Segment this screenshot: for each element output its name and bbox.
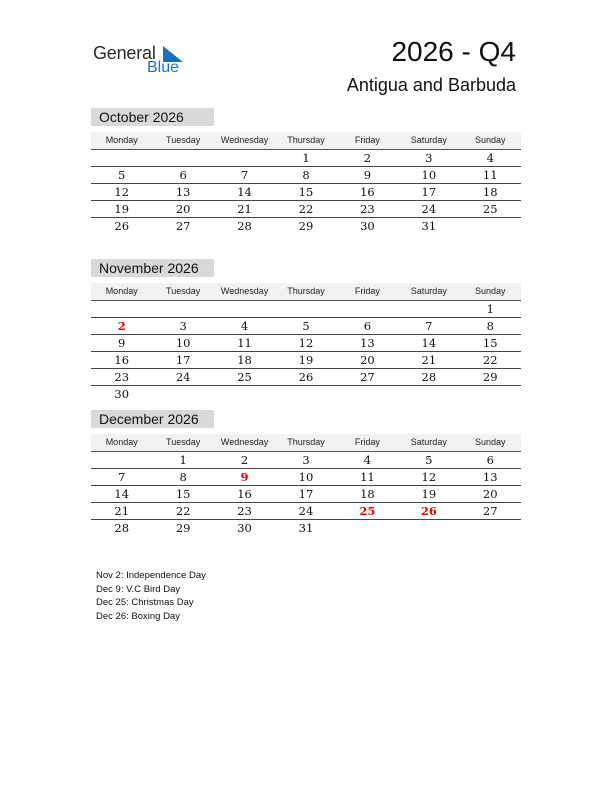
empty-day-cell [398, 301, 459, 317]
day-cell: 29 [175, 521, 191, 535]
day-cell: 21 [237, 202, 252, 216]
day-cell: 23 [114, 370, 130, 384]
day-cell: 12 [298, 336, 314, 350]
week-row [91, 369, 521, 386]
day-cell: 21 [114, 504, 130, 518]
weekday-header: Saturday [410, 135, 447, 145]
weekday-header-row [91, 434, 521, 452]
holiday-day-cell: 25 [359, 504, 376, 518]
day-cell: 20 [175, 202, 191, 216]
day-cell: 28 [114, 521, 130, 535]
week-row [91, 218, 521, 234]
month-label: November 2026 [91, 259, 214, 277]
day-cell: 18 [360, 487, 375, 501]
day-cell: 31 [298, 521, 314, 535]
holiday-note: Dec 26: Boxing Day [96, 610, 180, 622]
day-cell: 15 [482, 336, 498, 350]
empty-day-cell [275, 386, 336, 402]
empty-day-cell [398, 386, 459, 402]
month-november [91, 259, 521, 402]
day-cell: 8 [179, 470, 187, 484]
day-cell: 15 [175, 487, 191, 501]
day-cell: 14 [237, 185, 252, 199]
day-cell: 1 [179, 453, 187, 467]
holiday-note: Dec 9: V.C Bird Day [96, 583, 181, 595]
day-cell: 3 [425, 151, 433, 165]
day-cell: 8 [486, 319, 494, 333]
day-cell: 16 [237, 487, 252, 501]
week-row [91, 386, 521, 402]
weekday-header: Monday [105, 437, 138, 447]
month-december [91, 410, 521, 536]
day-cell: 11 [482, 168, 498, 182]
day-cell: 7 [118, 470, 126, 484]
day-cell: 20 [482, 487, 498, 501]
week-row [91, 184, 521, 201]
week-row [91, 520, 521, 536]
week-row [91, 167, 521, 184]
empty-day-cell [460, 218, 521, 234]
logo-word-blue: Blue [147, 59, 180, 76]
weekday-header: Friday [354, 135, 380, 145]
day-cell: 19 [298, 353, 314, 367]
day-cell: 10 [175, 336, 191, 350]
day-cell: 26 [298, 370, 314, 384]
holiday-notes [96, 569, 206, 623]
empty-day-cell [275, 301, 336, 317]
holiday-day-cell: 9 [240, 470, 249, 484]
weekday-header: Tuesday [166, 437, 201, 447]
weekday-header: Sunday [474, 135, 506, 145]
day-cell: 13 [360, 336, 375, 350]
weekday-header: Wednesday [220, 135, 269, 145]
day-cell: 11 [237, 336, 252, 350]
holiday-day-cell: 26 [420, 504, 437, 518]
week-row [91, 318, 521, 335]
day-cell: 15 [298, 185, 314, 199]
empty-day-cell [337, 301, 398, 317]
day-cell: 27 [360, 370, 375, 384]
empty-day-cell [460, 386, 521, 402]
day-cell: 30 [237, 521, 252, 535]
day-cell: 11 [360, 470, 375, 484]
day-cell: 21 [421, 353, 437, 367]
weekday-header-row [91, 132, 521, 150]
day-cell: 9 [118, 336, 126, 350]
day-cell: 19 [114, 202, 130, 216]
month-label: October 2026 [91, 108, 214, 126]
day-cell: 22 [175, 504, 191, 518]
day-cell: 8 [302, 168, 310, 182]
country-name: Antigua and Barbuda [346, 75, 516, 95]
week-row [91, 503, 521, 520]
empty-day-cell [337, 386, 398, 402]
day-cell: 18 [482, 185, 498, 199]
holiday-note: Nov 2: Independence Day [96, 570, 206, 581]
day-cell: 6 [486, 453, 494, 467]
empty-day-cell [152, 150, 213, 166]
day-cell: 1 [486, 302, 494, 316]
week-row [91, 335, 521, 352]
day-cell: 12 [421, 470, 437, 484]
day-cell: 9 [363, 168, 372, 182]
day-cell: 10 [298, 470, 314, 484]
day-cell: 31 [421, 219, 437, 233]
day-cell: 25 [482, 202, 498, 216]
day-cell: 6 [179, 168, 187, 182]
day-cell: 23 [360, 202, 375, 216]
empty-day-cell [152, 386, 213, 402]
day-cell: 30 [360, 219, 375, 233]
day-cell: 2 [363, 151, 372, 165]
day-cell: 2 [240, 453, 249, 467]
week-row [91, 452, 521, 469]
weekday-header: Tuesday [166, 286, 201, 296]
day-cell: 5 [118, 168, 126, 182]
logo [93, 43, 193, 79]
empty-day-cell [214, 386, 275, 402]
day-cell: 22 [298, 202, 314, 216]
day-cell: 23 [237, 504, 252, 518]
holiday-note: Dec 25: Christmas Day [96, 597, 194, 608]
empty-day-cell [214, 150, 275, 166]
day-cell: 27 [482, 504, 498, 518]
weekday-header: Thursday [287, 286, 325, 296]
day-cell: 7 [240, 168, 249, 182]
empty-day-cell [398, 520, 459, 536]
day-cell: 13 [175, 185, 191, 199]
day-cell: 16 [114, 353, 130, 367]
week-row [91, 201, 521, 218]
day-cell: 30 [114, 387, 130, 401]
weekday-header: Monday [105, 135, 138, 145]
day-cell: 12 [114, 185, 130, 199]
day-cell: 1 [302, 151, 310, 165]
month-label: December 2026 [91, 410, 214, 428]
day-cell: 17 [298, 487, 314, 501]
empty-day-cell [214, 301, 275, 317]
empty-day-cell [91, 301, 152, 317]
empty-day-cell [460, 520, 521, 536]
day-cell: 6 [363, 319, 372, 333]
day-cell: 28 [237, 219, 252, 233]
day-cell: 7 [425, 319, 433, 333]
month-october [91, 108, 521, 234]
weekday-header: Tuesday [166, 135, 201, 145]
day-cell: 22 [482, 353, 498, 367]
week-row [91, 469, 521, 486]
empty-day-cell [91, 452, 152, 468]
weekday-header: Saturday [410, 286, 447, 296]
day-cell: 3 [302, 453, 310, 467]
weekday-header: Wednesday [220, 437, 269, 447]
weekday-header-row [91, 283, 521, 301]
day-cell: 4 [363, 453, 372, 467]
week-row [91, 352, 521, 369]
day-cell: 20 [360, 353, 375, 367]
day-cell: 24 [175, 370, 191, 384]
holiday-day-cell: 2 [117, 319, 126, 333]
logo-word-general: General [93, 43, 156, 63]
day-cell: 29 [298, 219, 314, 233]
weekday-header: Sunday [474, 437, 506, 447]
weekday-header: Monday [105, 286, 138, 296]
day-cell: 19 [421, 487, 437, 501]
day-cell: 13 [482, 470, 498, 484]
weekday-header: Saturday [410, 437, 447, 447]
day-cell: 14 [421, 336, 437, 350]
day-cell: 18 [237, 353, 252, 367]
week-row [91, 150, 521, 167]
day-cell: 5 [425, 453, 433, 467]
day-cell: 27 [175, 219, 191, 233]
day-cell: 4 [240, 319, 249, 333]
day-cell: 26 [114, 219, 130, 233]
weekday-header: Thursday [287, 437, 325, 447]
day-cell: 29 [482, 370, 498, 384]
day-cell: 17 [421, 185, 437, 199]
weekday-header: Friday [354, 437, 380, 447]
day-cell: 3 [179, 319, 187, 333]
day-cell: 24 [421, 202, 437, 216]
weekday-header: Wednesday [220, 286, 269, 296]
empty-day-cell [91, 150, 152, 166]
day-cell: 4 [486, 151, 494, 165]
empty-day-cell [337, 520, 398, 536]
day-cell: 25 [237, 370, 252, 384]
day-cell: 10 [421, 168, 437, 182]
weekday-header: Sunday [474, 286, 506, 296]
day-cell: 28 [421, 370, 437, 384]
week-row [91, 301, 521, 318]
week-row [91, 486, 521, 503]
day-cell: 16 [360, 185, 375, 199]
day-cell: 5 [302, 319, 310, 333]
weekday-header: Thursday [287, 135, 325, 145]
day-cell: 17 [175, 353, 191, 367]
day-cell: 14 [114, 487, 130, 501]
page-title: 2026 - Q4 [391, 36, 516, 67]
day-cell: 24 [298, 504, 314, 518]
weekday-header: Friday [354, 286, 380, 296]
empty-day-cell [152, 301, 213, 317]
